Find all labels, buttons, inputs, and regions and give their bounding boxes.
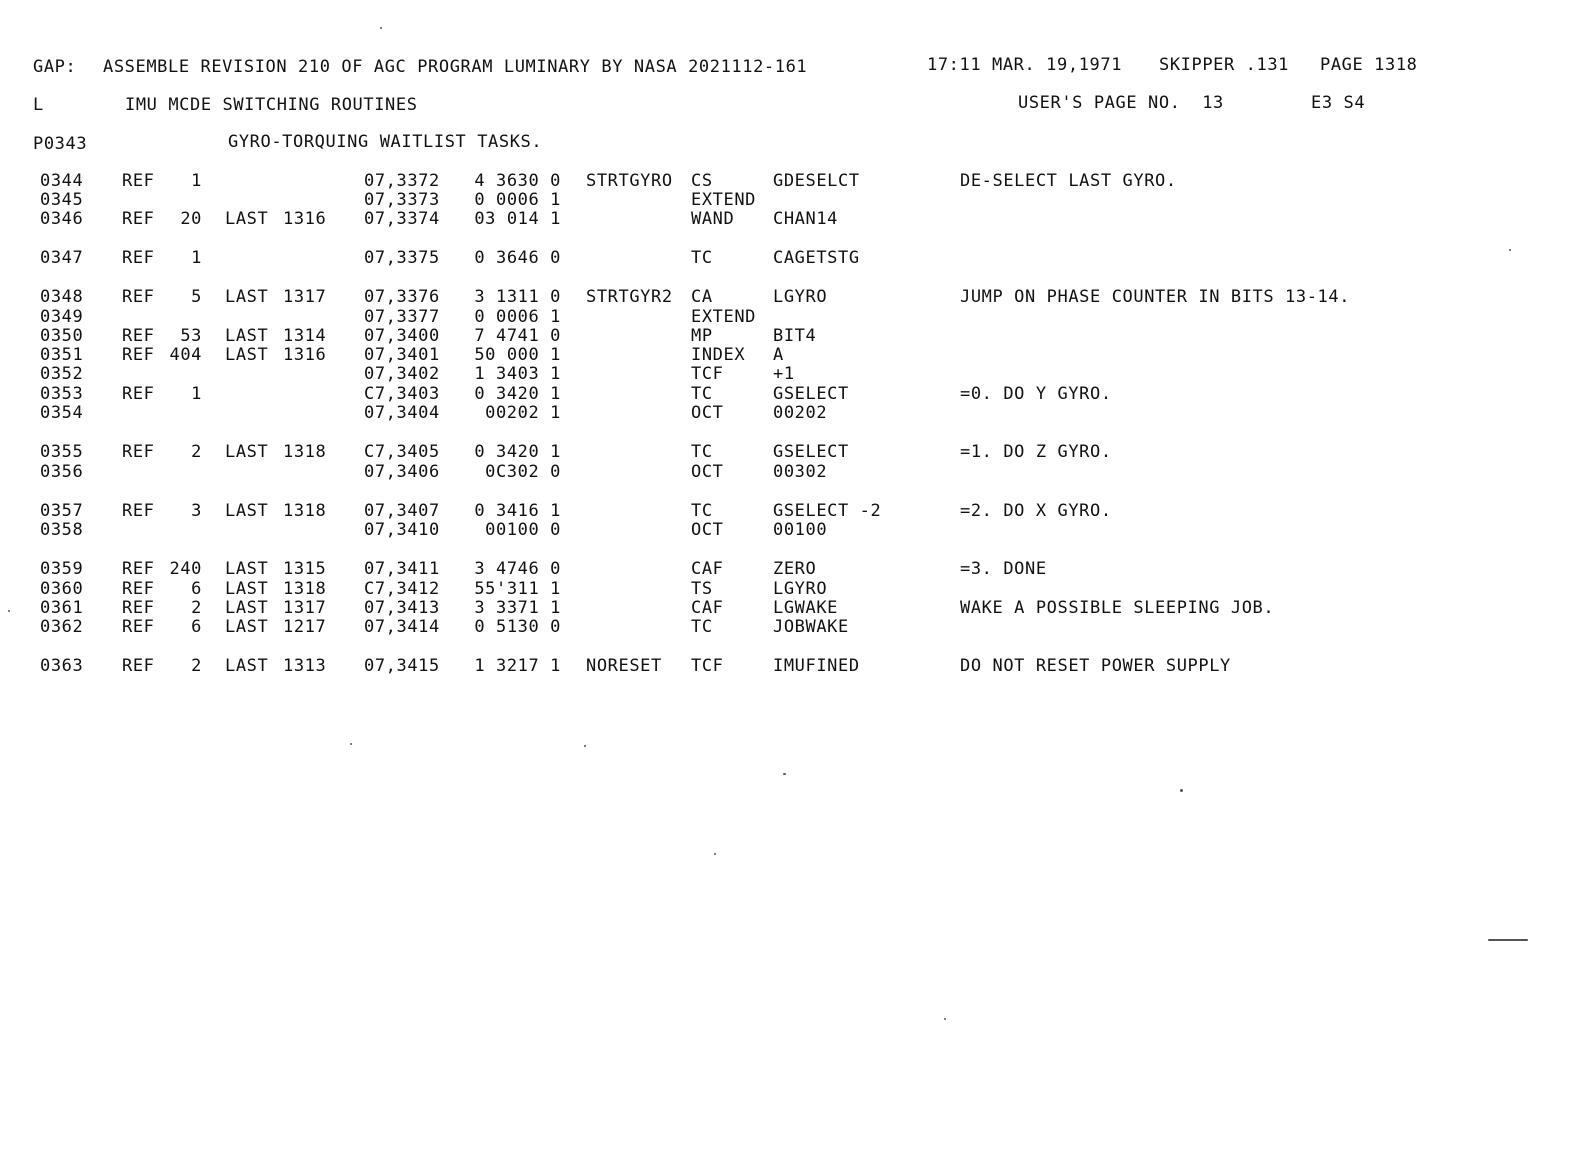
operand: LGYRO	[773, 579, 828, 599]
operand: 00100	[773, 520, 828, 540]
operand: ZERO	[773, 559, 817, 579]
line-number: 0354	[40, 403, 84, 423]
line-number: 0353	[40, 384, 84, 404]
line-number: 0348	[40, 287, 84, 307]
opcode: MP	[691, 326, 713, 346]
ref-count: 53	[180, 326, 202, 346]
opcode: CAF	[691, 559, 724, 579]
comment: DO NOT RESET POWER SUPPLY	[960, 656, 1231, 676]
operand: GSELECT	[773, 442, 849, 462]
ref-label: REF	[122, 501, 155, 521]
ref-count: 2	[191, 598, 202, 618]
octal-word: 03 014 1	[474, 209, 561, 229]
last-page: 1217	[283, 617, 327, 637]
ref-count: 3	[191, 501, 202, 521]
last-page: 1317	[283, 598, 327, 618]
ref-label: REF	[122, 326, 155, 346]
octal-word: 0 0006 1	[474, 190, 561, 210]
operand: A	[773, 345, 784, 365]
address: 07,3410	[364, 520, 440, 540]
ref-count: 5	[191, 287, 202, 307]
operand: CAGETSTG	[773, 248, 860, 268]
scan-speck	[350, 743, 352, 745]
operand: IMUFINED	[773, 656, 860, 676]
comment: =2. DO X GYRO.	[960, 501, 1112, 521]
address: 07,3407	[364, 501, 440, 521]
opcode: CA	[691, 287, 713, 307]
ref-label: REF	[122, 248, 155, 268]
scan-speck	[380, 27, 382, 29]
octal-word: 4 3630 0	[474, 171, 561, 191]
opcode: TCF	[691, 364, 724, 384]
octal-word: 0 0006 1	[474, 307, 561, 327]
octal-word: 0 3420 1	[474, 384, 561, 404]
address: 07,3406	[364, 462, 440, 482]
scan-speck	[783, 773, 786, 775]
octal-word: 00100 0	[485, 520, 561, 540]
opcode: TC	[691, 617, 713, 637]
address: 07,3374	[364, 209, 440, 229]
last-page: 1314	[283, 326, 327, 346]
comment: JUMP ON PHASE COUNTER IN BITS 13-14.	[960, 287, 1351, 307]
opcode: EXTEND	[691, 307, 757, 327]
octal-word: 3 4746 0	[474, 559, 561, 579]
skipper-label: SKIPPER .131	[1159, 55, 1290, 75]
operand: GSELECT	[773, 384, 849, 404]
opcode: CS	[691, 171, 713, 191]
opcode: EXTEND	[691, 190, 757, 210]
octal-word: 0C302 0	[485, 462, 561, 482]
ref-count: 404	[169, 345, 202, 365]
octal-word: 3 3371 1	[474, 598, 561, 618]
octal-word: 0 5130 0	[474, 617, 561, 637]
opcode: TS	[691, 579, 713, 599]
address: 07,3404	[364, 403, 440, 423]
ref-count: 6	[191, 617, 202, 637]
last-page: 1318	[283, 501, 327, 521]
line-number: 0362	[40, 617, 84, 637]
address: 07,3376	[364, 287, 440, 307]
line-number: 0346	[40, 209, 84, 229]
octal-word: 0 3646 0	[474, 248, 561, 268]
last-page: 1315	[283, 559, 327, 579]
ref-count: 2	[191, 656, 202, 676]
last-label: LAST	[225, 501, 269, 521]
last-label: LAST	[225, 326, 269, 346]
opcode: OCT	[691, 403, 724, 423]
opcode: TC	[691, 384, 713, 404]
last-page: 1313	[283, 656, 327, 676]
opcode: OCT	[691, 520, 724, 540]
opcode: CAF	[691, 598, 724, 618]
line-number: 0345	[40, 190, 84, 210]
operand: 00302	[773, 462, 828, 482]
last-label: LAST	[225, 209, 269, 229]
address: 07,3413	[364, 598, 440, 618]
line-number: 0361	[40, 598, 84, 618]
ref-label: REF	[122, 287, 155, 307]
operand: GDESELCT	[773, 171, 860, 191]
line-number: 0358	[40, 520, 84, 540]
comment: WAKE A POSSIBLE SLEEPING JOB.	[960, 598, 1275, 618]
last-label: LAST	[225, 579, 269, 599]
operand: CHAN14	[773, 209, 839, 229]
address: 07,3401	[364, 345, 440, 365]
assembly-title: ASSEMBLE REVISION 210 OF AGC PROGRAM LUMINARY BY NASA 2021112-161	[103, 57, 808, 77]
operand: GSELECT -2	[773, 501, 882, 521]
address: C7,3403	[364, 384, 440, 404]
ref-count: 6	[191, 579, 202, 599]
line-number: 0363	[40, 656, 84, 676]
octal-word: 00202 1	[485, 403, 561, 423]
operand: +1	[773, 364, 795, 384]
octal-word: 1 3403 1	[474, 364, 561, 384]
scan-speck	[1180, 789, 1183, 792]
address: 07,3375	[364, 248, 440, 268]
line-number: 0355	[40, 442, 84, 462]
last-label: LAST	[225, 345, 269, 365]
ref-count: 2	[191, 442, 202, 462]
line-number: 0352	[40, 364, 84, 384]
line-number: 0351	[40, 345, 84, 365]
operand: BIT4	[773, 326, 817, 346]
operand: LGYRO	[773, 287, 828, 307]
last-page: 1316	[283, 209, 327, 229]
ref-count: 1	[191, 248, 202, 268]
line-number: 0344	[40, 171, 84, 191]
ref-label: REF	[122, 598, 155, 618]
ref-count: 20	[180, 209, 202, 229]
last-label: LAST	[225, 598, 269, 618]
timestamp: 17:11 MAR. 19,1971	[927, 55, 1123, 75]
comment: DE-SELECT LAST GYRO.	[960, 171, 1177, 191]
opcode: INDEX	[691, 345, 746, 365]
last-page: 1318	[283, 442, 327, 462]
last-label: LAST	[225, 287, 269, 307]
address: 07,3415	[364, 656, 440, 676]
page-number: PAGE 1318	[1320, 55, 1418, 75]
comment: =0. DO Y GYRO.	[960, 384, 1112, 404]
users-page-label: USER'S PAGE NO. 13	[1018, 93, 1224, 113]
ref-label: REF	[122, 171, 155, 191]
opcode: WAND	[691, 209, 735, 229]
line-number: 0349	[40, 307, 84, 327]
octal-word: 3 1311 0	[474, 287, 561, 307]
octal-word: 50 000 1	[474, 345, 561, 365]
opcode: TC	[691, 442, 713, 462]
octal-word: 7 4741 0	[474, 326, 561, 346]
octal-word: 0 3416 1	[474, 501, 561, 521]
address: 07,3373	[364, 190, 440, 210]
scan-speck	[1509, 249, 1511, 251]
opcode: TC	[691, 501, 713, 521]
symbol-label: STRTGYR2	[586, 287, 673, 307]
line-number: 0350	[40, 326, 84, 346]
line-number: 0356	[40, 462, 84, 482]
last-label: LAST	[225, 617, 269, 637]
address: C7,3412	[364, 579, 440, 599]
opcode: TCF	[691, 656, 724, 676]
last-label: LAST	[225, 656, 269, 676]
address: 07,3377	[364, 307, 440, 327]
ref-label: REF	[122, 617, 155, 637]
address: 07,3402	[364, 364, 440, 384]
octal-word: 0 3420 1	[474, 442, 561, 462]
l-label: L	[33, 95, 44, 115]
scan-speck	[8, 610, 10, 612]
p-line-number: P0343	[33, 134, 88, 154]
address: 07,3414	[364, 617, 440, 637]
ref-count: 1	[191, 384, 202, 404]
address: 07,3411	[364, 559, 440, 579]
octal-word: 1 3217 1	[474, 656, 561, 676]
comment: =1. DO Z GYRO.	[960, 442, 1112, 462]
address: C7,3405	[364, 442, 440, 462]
ref-label: REF	[122, 442, 155, 462]
last-page: 1316	[283, 345, 327, 365]
last-page: 1317	[283, 287, 327, 307]
opcode: TC	[691, 248, 713, 268]
ref-count: 240	[169, 559, 202, 579]
address: 07,3400	[364, 326, 440, 346]
last-label: LAST	[225, 442, 269, 462]
gap-label: GAP:	[33, 57, 77, 77]
scan-speck	[714, 853, 716, 855]
comment: =3. DONE	[960, 559, 1047, 579]
scan-speck	[584, 745, 586, 747]
section-title: IMU MCDE SWITCHING ROUTINES	[125, 95, 418, 115]
opcode: OCT	[691, 462, 724, 482]
operand: JOBWAKE	[773, 617, 849, 637]
line-number: 0359	[40, 559, 84, 579]
last-label: LAST	[225, 559, 269, 579]
ref-label: REF	[122, 559, 155, 579]
scan-speck	[944, 1018, 946, 1020]
ref-count: 1	[191, 171, 202, 191]
operand: 00202	[773, 403, 828, 423]
ref-label: REF	[122, 656, 155, 676]
symbol-label: NORESET	[586, 656, 662, 676]
symbol-label: STRTGYRO	[586, 171, 673, 191]
last-page: 1318	[283, 579, 327, 599]
ref-label: REF	[122, 345, 155, 365]
line-number: 0357	[40, 501, 84, 521]
ref-label: REF	[122, 579, 155, 599]
section-code: E3 S4	[1311, 93, 1366, 113]
p-line-text: GYRO-TORQUING WAITLIST TASKS.	[228, 132, 543, 152]
ref-label: REF	[122, 384, 155, 404]
octal-word: 55'311 1	[474, 579, 561, 599]
ref-label: REF	[122, 209, 155, 229]
address: 07,3372	[364, 171, 440, 191]
line-number: 0360	[40, 579, 84, 599]
operand: LGWAKE	[773, 598, 839, 618]
scan-speck	[1488, 939, 1528, 941]
line-number: 0347	[40, 248, 84, 268]
